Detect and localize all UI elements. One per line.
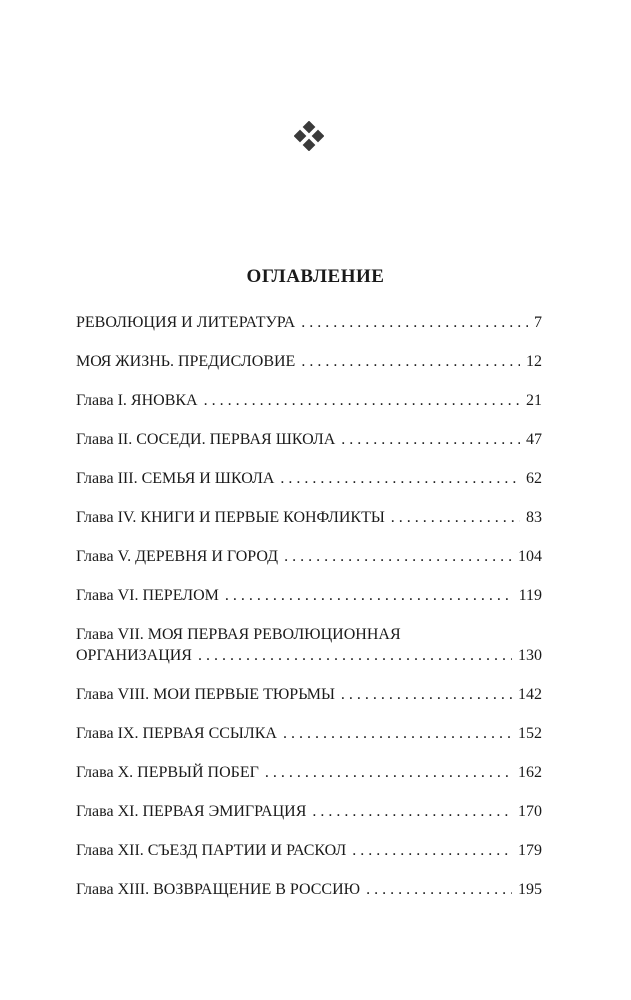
toc-entry-label-line1: Глава VII. МОЯ ПЕРВАЯ РЕВОЛЮЦИОННАЯ: [76, 626, 401, 643]
toc-entry[interactable]: [76, 430, 542, 450]
toc-entry[interactable]: [76, 802, 542, 822]
toc-entry-label: Глава VIII. МОИ ПЕРВЫЕ ТЮРЬМЫ: [76, 686, 335, 703]
toc-entry-page: 162: [518, 764, 542, 781]
dot-leader: [283, 724, 512, 744]
dot-leader: [280, 469, 520, 489]
toc-entry-page: 7: [534, 314, 542, 331]
toc-entry-label: Глава X. ПЕРВЫЙ ПОБЕГ: [76, 764, 259, 781]
toc-entry-label: Глава V. ДЕРЕВНЯ И ГОРОД: [76, 548, 279, 565]
toc-entry-page: 62: [526, 470, 542, 487]
toc-entry-page: 83: [526, 509, 542, 526]
toc-entry-page: 119: [518, 587, 542, 604]
dot-leader: [341, 430, 520, 450]
dot-leader: [301, 352, 520, 372]
toc-entry[interactable]: [76, 724, 542, 744]
dot-leader: [312, 802, 512, 822]
toc-entry-label: Глава IV. КНИГИ И ПЕРВЫЕ КОНФЛИКТЫ: [76, 509, 385, 526]
toc-entry[interactable]: [76, 313, 542, 333]
toc-entry-label: Глава XIII. ВОЗВРАЩЕНИЕ В РОССИЮ: [76, 881, 361, 898]
dot-leader: [284, 547, 512, 567]
toc-entry-page: 170: [518, 803, 542, 820]
dot-leader: [341, 685, 512, 705]
toc-entry[interactable]: [76, 763, 542, 783]
toc-entry[interactable]: [76, 547, 542, 567]
toc-entry[interactable]: [76, 586, 542, 606]
toc-entry-page: 152: [518, 725, 542, 742]
toc-entry-label: ОРГАНИЗАЦИЯ: [76, 647, 192, 664]
toc-entry-label: Глава III. СЕМЬЯ И ШКОЛА: [76, 470, 275, 487]
toc-entry-label: Глава II. СОСЕДИ. ПЕРВАЯ ШКОЛА: [76, 431, 336, 448]
toc-title: ОГЛАВЛЕНИЕ: [246, 266, 385, 287]
toc-entry[interactable]: [76, 391, 542, 411]
toc-entry-page: 195: [518, 881, 542, 898]
toc-entry-page: 179: [518, 842, 542, 859]
dot-leader: [204, 391, 520, 411]
toc-entry[interactable]: [76, 469, 542, 489]
toc-entry-label: Глава I. ЯНОВКА: [76, 392, 198, 409]
toc-entry[interactable]: [76, 352, 542, 372]
toc-entry[interactable]: [76, 625, 542, 666]
toc-list: [76, 313, 542, 900]
dot-leader: [265, 763, 512, 783]
dot-leader: [391, 508, 520, 528]
toc-entry-label: Глава XI. ПЕРВАЯ ЭМИГРАЦИЯ: [76, 803, 307, 820]
toc-entry-page: 12: [526, 353, 542, 370]
dot-leader: [301, 313, 528, 333]
diamond-cluster-icon: [294, 121, 324, 151]
toc-entry-label: Глава IX. ПЕРВАЯ ССЫЛКА: [76, 725, 277, 742]
dot-leader: [366, 880, 512, 900]
toc-entry[interactable]: [76, 841, 542, 861]
toc-entry-label: Глава VI. ПЕРЕЛОМ: [76, 587, 219, 604]
toc-entry-page: 130: [518, 647, 542, 664]
toc-entry-label: РЕВОЛЮЦИЯ И ЛИТЕРАТУРА: [76, 314, 296, 331]
toc-entry-page: 47: [526, 431, 542, 448]
toc-entry-page: 104: [518, 548, 542, 565]
dot-leader: [225, 586, 513, 606]
toc-entry[interactable]: [76, 508, 542, 528]
toc-entry-label: Глава XII. СЪЕЗД ПАРТИИ И РАСКОЛ: [76, 842, 347, 859]
toc-entry[interactable]: [76, 685, 542, 705]
dot-leader: [352, 841, 512, 861]
toc-entry[interactable]: [76, 880, 542, 900]
dot-leader: [198, 646, 512, 666]
toc-entry-page: 21: [526, 392, 542, 409]
toc-entry-label: МОЯ ЖИЗНЬ. ПРЕДИСЛОВИЕ: [76, 353, 296, 370]
toc-entry-page: 142: [518, 686, 542, 703]
